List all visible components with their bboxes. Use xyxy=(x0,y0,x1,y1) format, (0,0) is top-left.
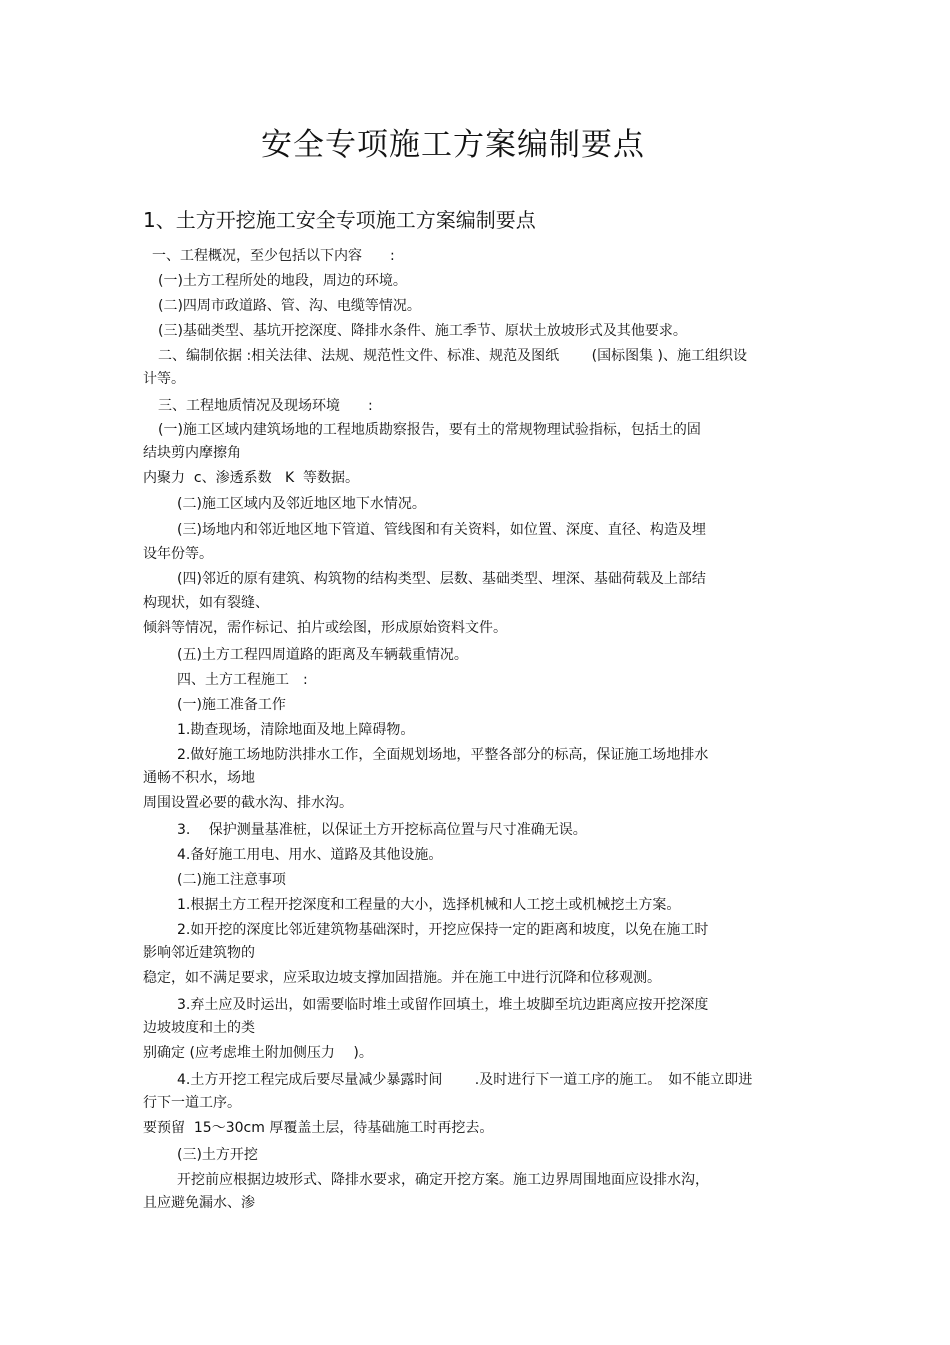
body-line: 二、编制依据 :相关法律、法规、规范性文件、标准、规范及图纸 (国标图集 )、施工组织设 xyxy=(158,348,747,364)
body-line: 通畅不积水，场地 xyxy=(143,770,255,786)
body-line: (一)施工区域内建筑场地的工程地质勘察报告，要有土的常规物理试验指标，包括土的固 xyxy=(158,422,701,438)
body-line: 开挖前应根据边坡形式、降排水要求，确定开挖方案。施工边界周围地面应设排水沟， xyxy=(177,1172,709,1188)
body-line: (五)土方工程四周道路的距离及车辆载重情况。 xyxy=(177,647,468,663)
body-line: 1.勘查现场，清除地面及地上障碍物。 xyxy=(177,722,415,738)
body-line: 别确定 (应考虑堆土附加侧压力 )。 xyxy=(143,1045,373,1061)
body-line: (三)基础类型、基坑开挖深度、降排水条件、施工季节、原状土放坡形式及其他要求。 xyxy=(158,323,687,339)
body-line: 4.土方开挖工程完成后要尽量减少暴露时间 .及时进行下一道工序的施工。 如不能立即进 xyxy=(177,1072,753,1088)
body-line: (二)施工注意事项 xyxy=(177,872,286,888)
body-line: (三)土方开挖 xyxy=(177,1147,258,1163)
body-line: 2.做好施工场地防洪排水工作，全面规划场地，平整各部分的标高，保证施工场地排水 xyxy=(177,747,709,763)
body-line: 且应避免漏水、渗 xyxy=(143,1195,255,1211)
body-line: (一)施工准备工作 xyxy=(177,697,286,713)
body-line: (四)邻近的原有建筑、构筑物的结构类型、层数、基础类型、埋深、基础荷载及上部结 xyxy=(177,571,706,587)
body-line: (三)场地内和邻近地区地下管道、管线图和有关资料，如位置、深度、直径、构造及埋 xyxy=(177,522,706,538)
body-line: 倾斜等情况，需作标记、拍片或绘图，形成原始资料文件。 xyxy=(143,620,507,636)
body-line: (二)四周市政道路、管、沟、电缆等情况。 xyxy=(158,298,421,314)
body-line: 影响邻近建筑物的 xyxy=(143,945,255,961)
body-line: 构现状，如有裂缝、 xyxy=(143,595,269,611)
body-line: 三、工程地质情况及现场环境 : xyxy=(158,398,373,414)
body-line: 设年份等。 xyxy=(143,546,213,562)
body-line: 行下一道工序。 xyxy=(143,1095,241,1111)
body-line: 边坡坡度和土的类 xyxy=(143,1020,255,1036)
body-line: 周围设置必要的截水沟、排水沟。 xyxy=(143,795,353,811)
body-line: 内聚力 c、渗透系数 K 等数据。 xyxy=(143,470,360,486)
body-line: 结块剪内摩擦角 xyxy=(143,445,241,461)
body-line: 一、工程概况，至少包括以下内容 : xyxy=(152,248,395,264)
section-heading: 1、土方开挖施工安全专项施工方案编制要点 xyxy=(143,208,536,232)
body-line: 3.弃土应及时运出，如需要临时堆土或留作回填土，堆土坡脚至坑边距离应按开挖深度 xyxy=(177,997,709,1013)
body-line: 四、土方工程施工 : xyxy=(177,672,308,688)
body-line: 要预留 15～30cm 厚覆盖土层，待基础施工时再挖去。 xyxy=(143,1120,494,1136)
body-line: 3. 保护测量基准桩，以保证土方开挖标高位置与尺寸准确无误。 xyxy=(177,822,587,838)
body-line: 计等。 xyxy=(143,371,185,387)
body-line: 稳定，如不满足要求，应采取边坡支撑加固措施。并在施工中进行沉降和位移观测。 xyxy=(143,970,661,986)
body-line: 4.备好施工用电、用水、道路及其他设施。 xyxy=(177,847,443,863)
body-line: (二)施工区域内及邻近地区地下水情况。 xyxy=(177,496,426,512)
body-line: 2.如开挖的深度比邻近建筑物基础深时，开挖应保持一定的距离和坡度，以免在施工时 xyxy=(177,922,709,938)
body-line: 1.根据土方工程开挖深度和工程量的大小，选择机械和人工挖土或机械挖土方案。 xyxy=(177,897,681,913)
document-title: 安全专项施工方案编制要点 xyxy=(261,127,645,163)
body-line: (一)土方工程所处的地段，周边的环境。 xyxy=(158,273,407,289)
